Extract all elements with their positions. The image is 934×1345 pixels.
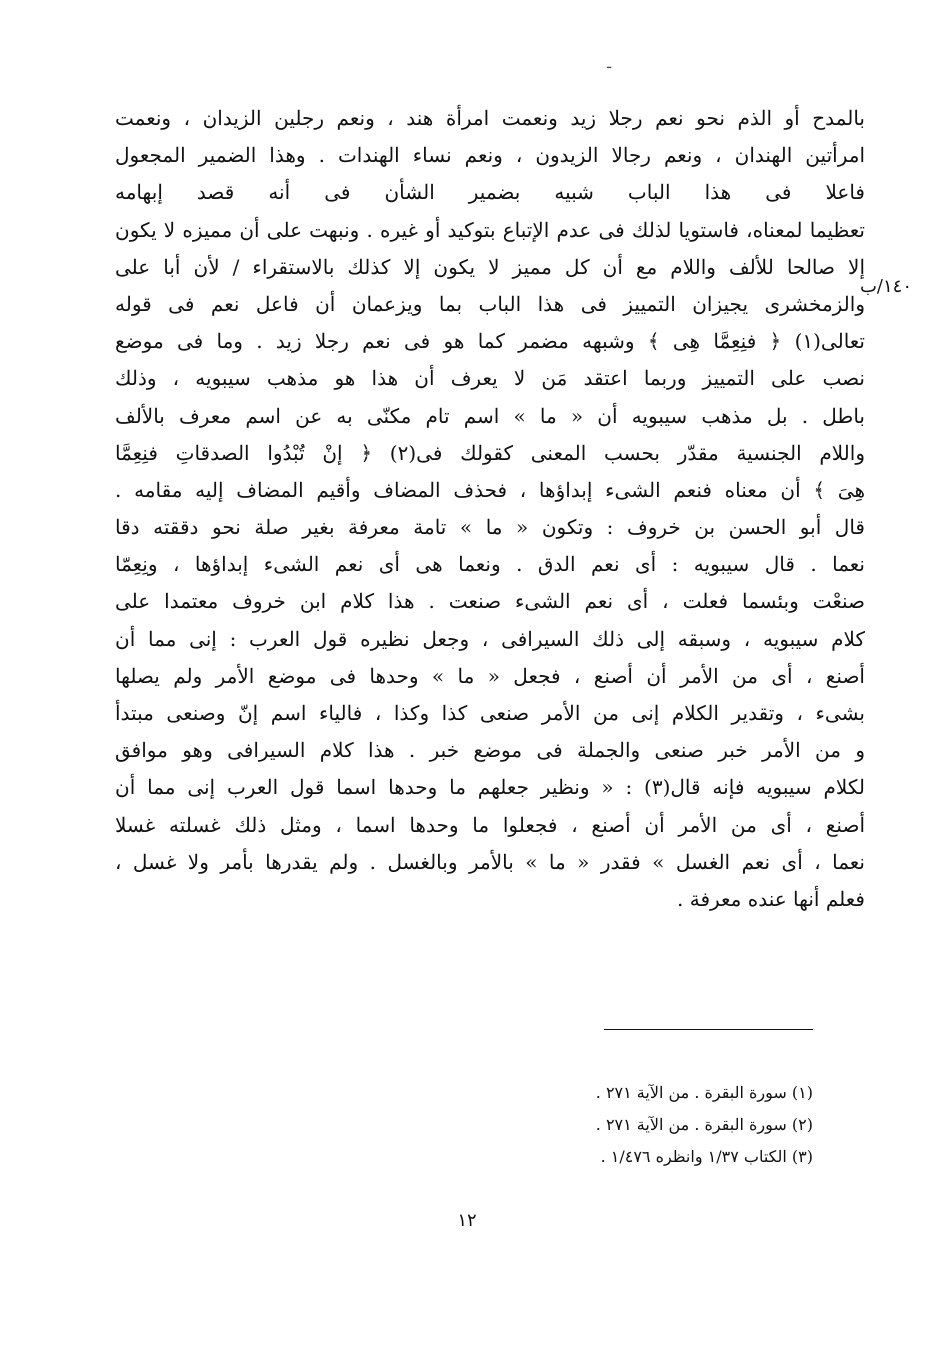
page-number: ١٢: [457, 1210, 477, 1231]
body-line: لكلام سيبويه فإنه قال(٣) : « ونظير جعلهم ما وحدها اسما قول العرب إنى مما أن: [115, 775, 865, 800]
body-line: تعالى(١) ﴿ فنِعِمَّا هِى ﴾ وشبهه مضمر كما هو فى نعم رجلا زيد . وما فى موضع: [115, 329, 865, 354]
body-line: امرأتين الهندان ، ونعم رجالا الزيدون ، ونعم نساء الهندات . وهذا الضمير المجعول: [115, 143, 865, 168]
body-line: و من الأمر خبر صنعى والجملة فى موضع خبر . هذا كلام السيرافى وهو موافق: [115, 738, 865, 763]
body-line: باطل . بل مذهب سيبويه أن « ما » اسم تام مكنّى به عن اسم معرف بالألف: [115, 403, 865, 428]
footnote-divider: [604, 1029, 813, 1030]
body-line: بشىء ، وتقدير الكلام إنى من الأمر صنعى كذا وكذا ، فالياء اسم إنّ وصنعى مبتدأ: [115, 701, 865, 725]
body-line: تعظيما لمعناه، فاستويا لذلك فى عدم الإتباع بتوكيد أو غيره . ونبهت على أن مميزه لا يكون: [115, 217, 865, 242]
body-text: [115, 100, 865, 918]
top-mark: ـ: [607, 56, 612, 72]
body-line: أصنع ، أى من الأمر أن أصنع ، فجعل « ما » وحدها فى موضع الأمر ولم يصلها: [115, 663, 865, 688]
body-line: فاعلا فى هذا الباب شبيه بضمير الشأن فى أنه قصد إبهامه: [115, 180, 865, 205]
footnote: (١) سورة البقرة . من الآية ٢٧١ .: [595, 1083, 813, 1102]
body-line: نصب على التمييز وربما اعتقد مَن لا يعرف أن هذا هو مذهب سيبويه ، وذلك: [115, 366, 865, 391]
body-line: نعما ، أى نعم الغسل » فقدر « ما » بالأمر وبالغسل . ولم يقدرها بأمر ولا غسل ،: [115, 849, 865, 874]
margin-folio-note: ١٤٠/ب: [859, 276, 912, 297]
footnote: (٢) سورة البقرة . من الآية ٢٧١ .: [595, 1115, 813, 1134]
body-line: قال أبو الحسن بن خروف : وتكون « ما » تامة معرفة بغير صلة نحو دققته دقا: [115, 515, 865, 540]
body-line: صنعْت وبئسما فعلت ، أى نعم الشىء صنعت . هذا كلام ابن خروف معتمدا على: [115, 589, 865, 614]
body-line: أصنع ، أى من الأمر أن أصنع ، فجعلوا ما وحدها اسما ، ومثل ذلك غسلته غسلا: [115, 812, 865, 837]
body-line: والزمخشرى يجيزان التمييز فى هذا الباب بما ويزعمان أن فاعل نعم فى قوله: [115, 291, 865, 316]
body-line: إلا صالحا للألف واللام مع أن كل مميز لا يكون إلا كذلك بالاستقراء / لأن أبا على: [115, 254, 865, 279]
footnote: (٣) الكتاب ١/٣٧ وانظره ١/٤٧٦ .: [600, 1147, 813, 1166]
body-line: واللام الجنسية مقدّر بحسب المعنى كقولك فى(٢) ﴿ إنْ تُبْدُوا الصدقاتِ فنِعِمَّا: [115, 440, 865, 465]
footnotes: [420, 1077, 813, 1173]
body-line: هِىَ ﴾ أن معناه فنعم الشىء إبداؤها ، فحذف المضاف وأقيم المضاف إليه مقامه .: [115, 477, 865, 502]
body-line: كلام سيبويه ، وسبقه إلى ذلك السيرافى ، وجعل نظيره قول العرب : إنى مما أن: [115, 626, 865, 651]
body-line: بالمدح أو الذم نحو نعم رجلا زيد ونعمت امرأة هند ، ونعم رجلين الزيدان ، ونعمت: [115, 106, 865, 130]
body-line: فعلم أنها عنده معرفة .: [677, 886, 865, 911]
body-line: نعما . قال سيبويه : أى نعم الدق . ونعما هى أى نعم الشىء إبداؤها ، ونِعِمّا: [115, 552, 865, 577]
